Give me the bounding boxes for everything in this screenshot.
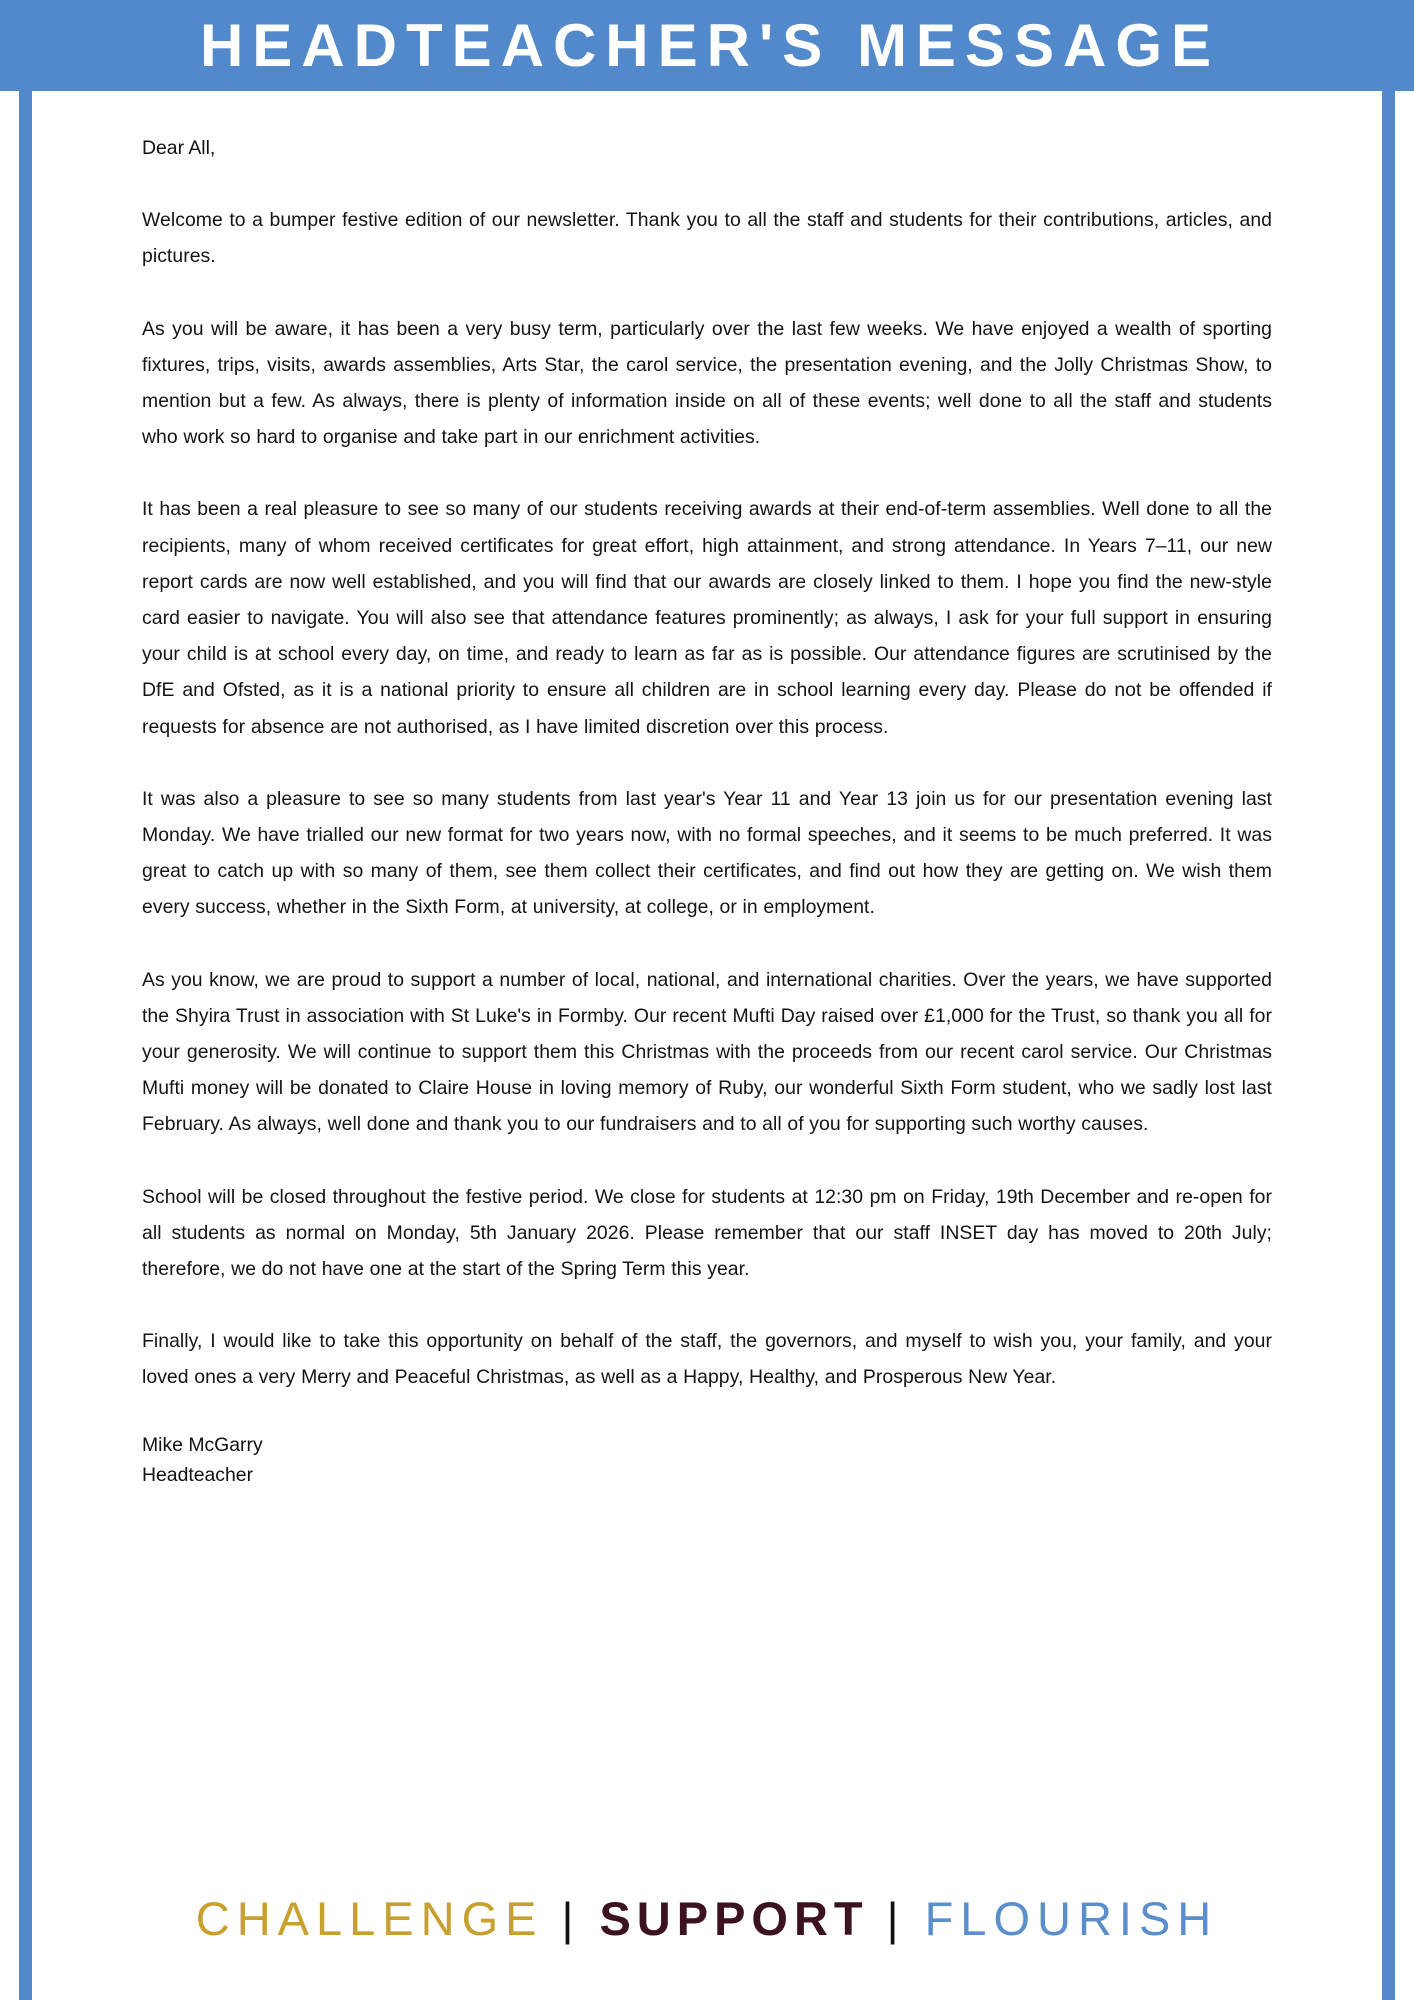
paragraph-awards: It has been a real pleasure to see so many of our students receiving awards at their end-of-term assemblies. Well done to all the recipients, many of whom received certificates for great effort, high attainment, and strong attendance. In Years 7–11, our new report cards are now well established, and you will find that our awards are closely linked to them. I hope you find the new-style card easier to navigate. You will also see that attendance features prominently; as always, I ask for your full support in ensuring your child is at school every day, on time, and ready to learn as far as is possible. Our attendance figures are scrutinised by the DfE and Ofsted, as it is a national priority to ensure all children are in school learning every day. Please do not be offended if requests for absence are not authorised, as I have limited discretion over this process. xyxy=(142,498,1272,738)
motto-separator-2: | xyxy=(886,1892,899,1945)
motto-flourish: FLOURISH xyxy=(924,1892,1219,1945)
signature-name: Mike McGarry xyxy=(142,1433,263,1456)
signature-role: Headteacher xyxy=(142,1463,254,1486)
salutation: Dear All, xyxy=(142,137,216,159)
paragraph-closing: Finally, I would like to take this opportunity on behalf of the staff, the governors, and myself to wish you, your family, and your loved ones a very Merry and Peaceful Christmas, as well as a Happy, Healthy, and Prosperous New Year. xyxy=(142,1330,1272,1389)
letter-body xyxy=(142,130,1272,1490)
paragraph-welcome: Welcome to a bumper festive edition of our newsletter. Thank you to all the staff and students for their contributions, articles, and pictures. xyxy=(142,209,1272,268)
motto-separator-1: | xyxy=(561,1892,574,1945)
left-border-rail xyxy=(19,91,32,2000)
paragraph-busy-term: As you will be aware, it has been a very busy term, particularly over the last few weeks. We have enjoyed a wealth of sporting fixtures, trips, visits, awards assemblies, Arts Star, the carol service, the presentation evening, and the Jolly Christmas Show, to mention but a few. As always, there is plenty of information inside on all of these events; well done to all the staff and students who work so hard to organise and take part in our enrichment activities. xyxy=(142,317,1272,449)
page-title: HEADTEACHER'S MESSAGE xyxy=(199,11,1221,79)
motto-support: SUPPORT xyxy=(599,1892,869,1945)
paragraph-presentation-evening: It was also a pleasure to see so many students from last year's Year 11 and Year 13 join us for our presentation evening last Monday. We have trialled our new format for two years now, with no formal speeches, and it seems to be much preferred. It was great to catch up with so many of them, see them collect their certificates, and find out how they are getting on. We wish them every success, whether in the Sixth Form, at university, at college, or in employment. xyxy=(142,787,1272,919)
signature-block xyxy=(142,1430,1272,1490)
paragraph-term-dates: School will be closed throughout the festive period. We close for students at 12:30 pm on Friday, 19th December and re-open for all students as normal on Monday, 5th January 2026. Please remember that our staff INSET day has moved to 20th July; therefore, we do not have one at the start of the Spring Term this year. xyxy=(142,1185,1272,1281)
paragraph-charities: As you know, we are proud to support a number of local, national, and international charities. Over the years, we have supported the Shyira Trust in association with St Luke's in Formby. Our recent Mufti Day raised over £1,000 for the Trust, so thank you all for your generosity. We will continue to support them this Christmas with the proceeds from our recent carol service. Our Christmas Mufti money will be donated to Claire House in loving memory of Ruby, our wonderful Sixth Form student, who we sadly lost last February. As always, well done and thank you to our fundraisers and to all of you for supporting such worthy causes. xyxy=(142,968,1272,1136)
motto-challenge: CHALLENGE xyxy=(195,1892,544,1945)
school-motto xyxy=(0,1892,1414,1945)
right-border-rail xyxy=(1382,91,1395,2000)
